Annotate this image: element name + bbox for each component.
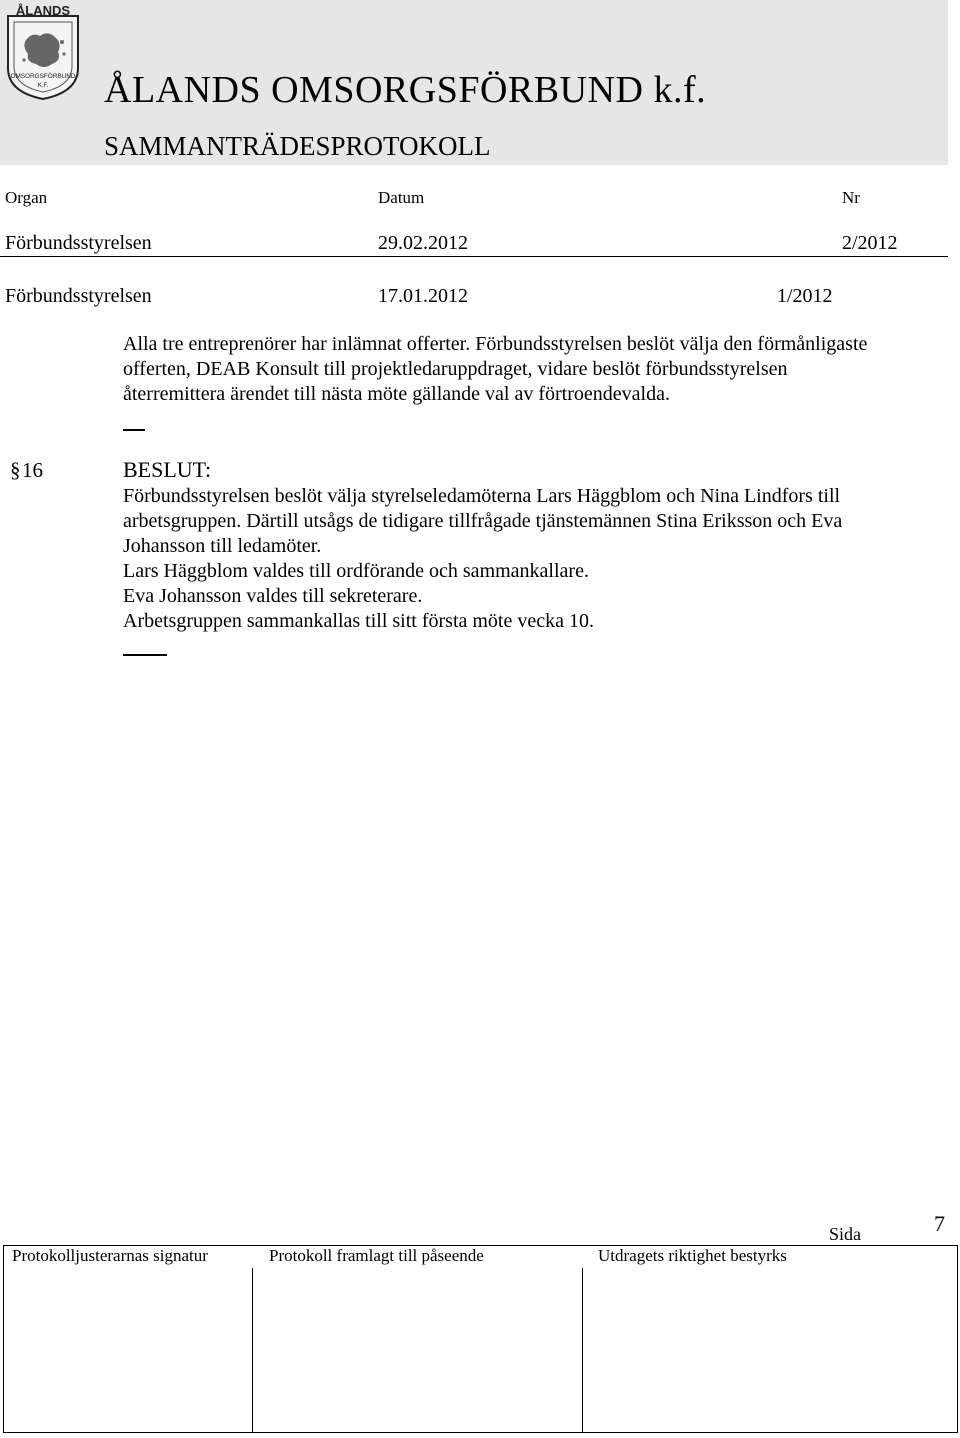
separator-dash	[123, 429, 145, 431]
current-organ: Förbundsstyrelsen	[5, 232, 152, 254]
previous-date: 17.01.2012	[378, 285, 468, 307]
logo-text-bottom: OMSORGSFÖRBUND	[10, 73, 76, 80]
previous-number: 1/2012	[777, 285, 833, 307]
decision-line-5: Eva Johansson valdes till sekreterare.	[123, 585, 423, 607]
decision-line-4: Lars Häggblom valdes till ordförande och sammankallare.	[123, 560, 589, 582]
decision-line-6: Arbetsgruppen sammankallas till sitt första möte vecka 10.	[123, 610, 594, 632]
page-number: 7	[934, 1211, 945, 1236]
decision-line-2: arbetsgruppen. Därtill utsågs de tidigare tillfrågade tjänstemännen Stina Eriksson och Eva	[123, 510, 843, 532]
datum-label: Datum	[378, 188, 425, 207]
current-date: 29.02.2012	[378, 232, 468, 254]
end-dash	[123, 654, 167, 656]
section-heading: BESLUT:	[123, 457, 212, 482]
logo-text-top: ÅLANDS	[15, 3, 71, 18]
nr-label: Nr	[842, 188, 860, 207]
organization-logo	[2, 2, 84, 100]
page-label: Sida	[829, 1224, 862, 1244]
section-number: 16	[22, 458, 43, 482]
intro-line-3: återremittera ärendet till nästa möte gällande val av förtroendevalda.	[123, 383, 670, 405]
logo-text-kf: K.F.	[37, 83, 49, 89]
current-number: 2/2012	[842, 232, 898, 254]
header-divider	[0, 256, 948, 257]
decision-line-3: Johansson till ledamöter.	[123, 535, 322, 557]
previous-organ: Förbundsstyrelsen	[5, 285, 152, 307]
decision-line-1: Förbundsstyrelsen beslöt välja styrelseledamöterna Lars Häggblom och Nina Lindfors till	[123, 485, 841, 507]
signature-table	[3, 1245, 958, 1433]
signature-label-certified: Utdragets riktighet bestyrks	[598, 1246, 787, 1265]
signature-divider-2	[582, 1268, 583, 1433]
organ-label: Organ	[5, 188, 48, 207]
document-type: SAMMANTRÄDESPROTOKOLL	[104, 131, 491, 161]
intro-line-1: Alla tre entreprenörer har inlämnat offerter. Förbundsstyrelsen beslöt välja den förmånligaste	[123, 333, 868, 355]
signature-label-adjusters: Protokolljusterarnas signatur	[12, 1246, 208, 1265]
signature-label-displayed: Protokoll framlagt till påseende	[269, 1246, 484, 1265]
section-mark: §	[10, 458, 21, 482]
intro-line-2: offerten, DEAB Konsult till projektledaruppdraget, vidare beslöt förbundsstyrelsen	[123, 358, 788, 380]
signature-divider-1	[252, 1268, 253, 1433]
organization-name: ÅLANDS OMSORGSFÖRBUND k.f.	[104, 69, 707, 111]
